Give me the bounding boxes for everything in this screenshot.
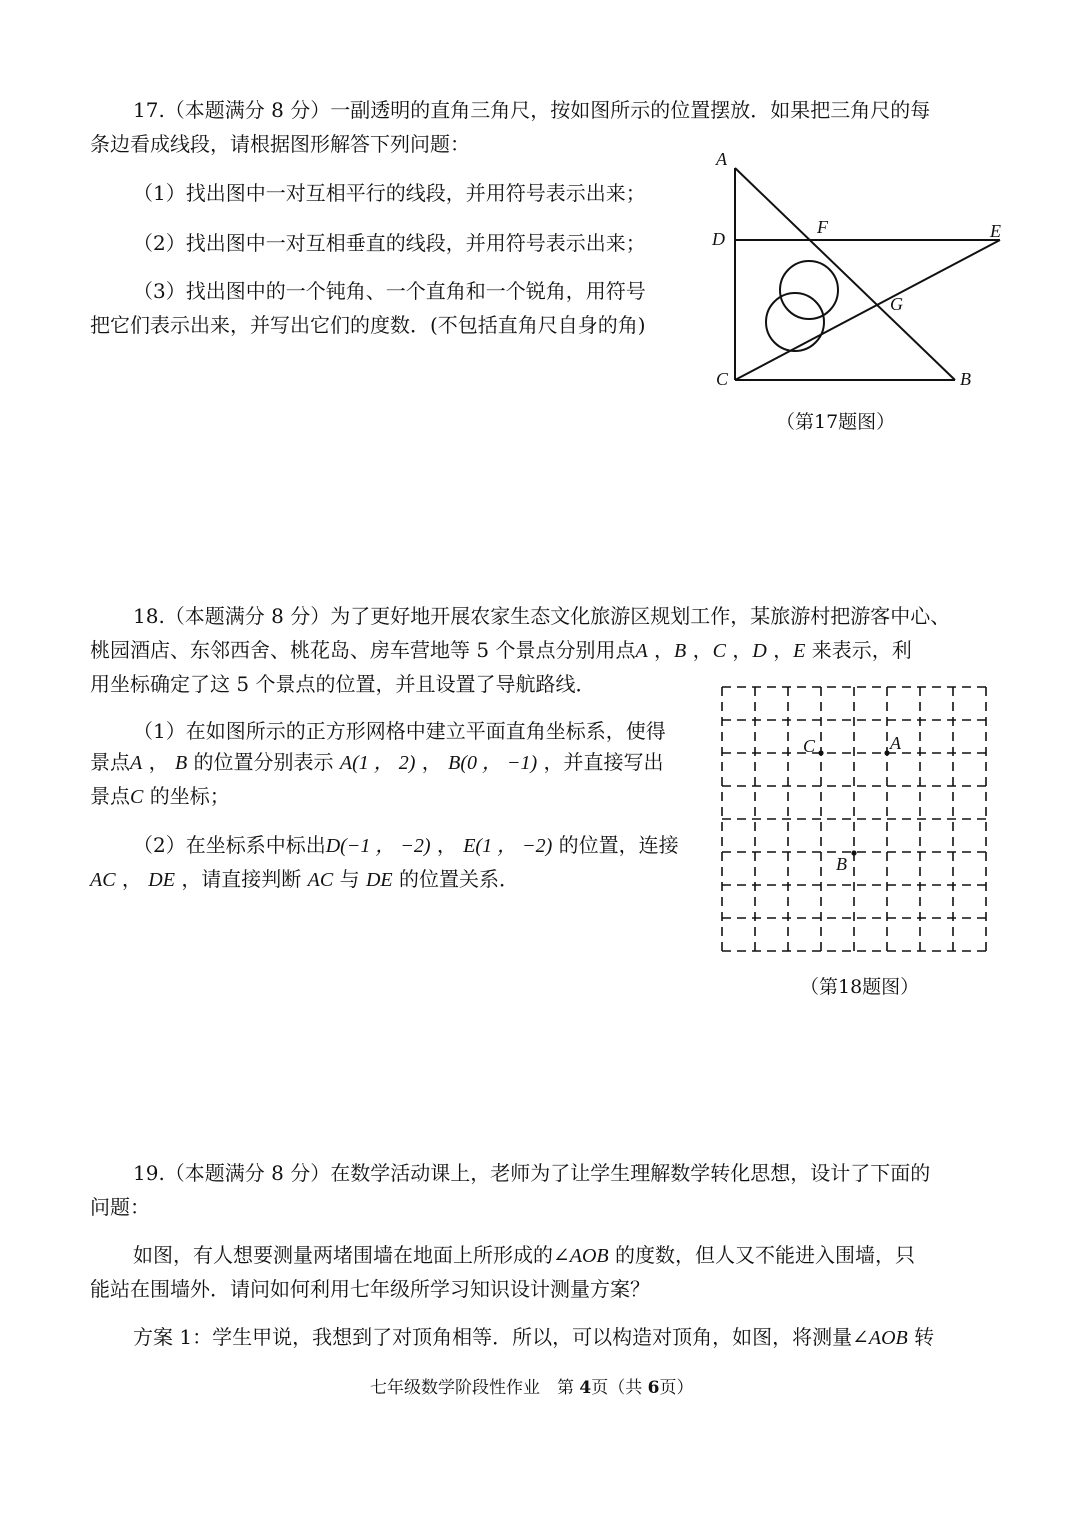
ruler-hole-lower	[766, 293, 824, 351]
q17-part-3-a: （3）找出图中的一个钝角、一个直角和一个锐角，用符号	[133, 279, 646, 303]
point-B	[851, 850, 856, 855]
q17-part-1: （1）找出图中一对互相平行的线段，并用符号表示出来；	[133, 181, 646, 205]
q18-heading: 18.（本题满分 8 分）为了更好地开展农家生态文化旅游区规划工作，某旅游村把游客中心、	[133, 604, 951, 628]
q18-grid-figure	[712, 680, 992, 955]
segment-CE	[735, 240, 1000, 380]
page-footer: 七年级数学阶段性作业 第 4页（共 6页）	[370, 1378, 694, 1398]
q18-line-3: 用坐标确定了这 5 个景点的位置，并且设置了导航路线．	[90, 672, 596, 696]
point-C	[818, 750, 823, 755]
label-A: A	[716, 149, 727, 169]
label-F: F	[817, 217, 828, 237]
q19-line-2: 问题：	[90, 1195, 150, 1219]
q18-part-1-a: （1）在如图所示的正方形网格中建立平面直角坐标系，使得	[133, 719, 666, 743]
ruler-hole-upper	[780, 261, 838, 319]
q17-part-3-b: 把它们表示出来，并写出它们的度数．(不包括直角尺自身的角)	[90, 313, 646, 337]
q18-part-2-a: （2）在坐标系中标出D(−1 ， −2) ， E(1 ， −2) 的位置，连接	[133, 833, 679, 857]
label-B: B	[960, 369, 971, 389]
q18-part-1-b: 景点A ， B 的位置分别表示 A(1 ， 2) ， B(0 ， −1) ，并直接写出	[90, 750, 664, 774]
label-D: D	[712, 229, 725, 249]
q17-part-2: （2）找出图中一对互相垂直的线段，并用符号表示出来；	[133, 231, 646, 255]
segment-AB	[735, 168, 955, 380]
q17-heading: 17.（本题满分 8 分）一副透明的直角三角尺，按如图所示的位置摆放．如果把三角尺的每	[133, 98, 931, 122]
q18-part-1-c: 景点C 的坐标；	[90, 784, 230, 808]
q19-para-1-a: 如图，有人想要测量两堵围墙在地面上所形成的∠AOB 的度数，但人又不能进入围墙，只	[133, 1243, 915, 1267]
point-A	[884, 750, 889, 755]
q18-line-2: 桃园酒店、东邻西舍、桃花岛、房车营地等 5 个景点分别用点A ，B ，C ，D ，E 来表示，利	[90, 638, 912, 662]
label-E: E	[990, 221, 1001, 241]
grid-label-B: B	[836, 854, 847, 874]
grid-label-C: C	[803, 736, 816, 756]
label-G: G	[890, 294, 903, 314]
q17-caption: （第17题图）	[776, 411, 896, 433]
q19-para-2: 方案 1：学生甲说，我想到了对顶角相等．所以，可以构造对顶角，如图，将测量∠AOB 转	[133, 1325, 935, 1349]
q19-heading: 19.（本题满分 8 分）在数学活动课上，老师为了让学生理解数学转化思想，设计了下面的	[133, 1161, 931, 1185]
q17-line-2: 条边看成线段，请根据图形解答下列问题：	[90, 132, 470, 156]
q18-part-2-b: AC ， DE ，请直接判断 AC 与 DE 的位置关系．	[90, 867, 519, 891]
grid-label-A: A	[890, 733, 901, 753]
label-C: C	[716, 369, 729, 389]
page-total: 6	[647, 1378, 660, 1398]
q18-caption: （第18题图）	[800, 976, 920, 998]
page-number: 4	[579, 1378, 592, 1398]
q19-para-1-b: 能站在围墙外．请问如何利用七年级所学习知识设计测量方案？	[90, 1277, 650, 1301]
q17-figure	[700, 145, 1020, 395]
